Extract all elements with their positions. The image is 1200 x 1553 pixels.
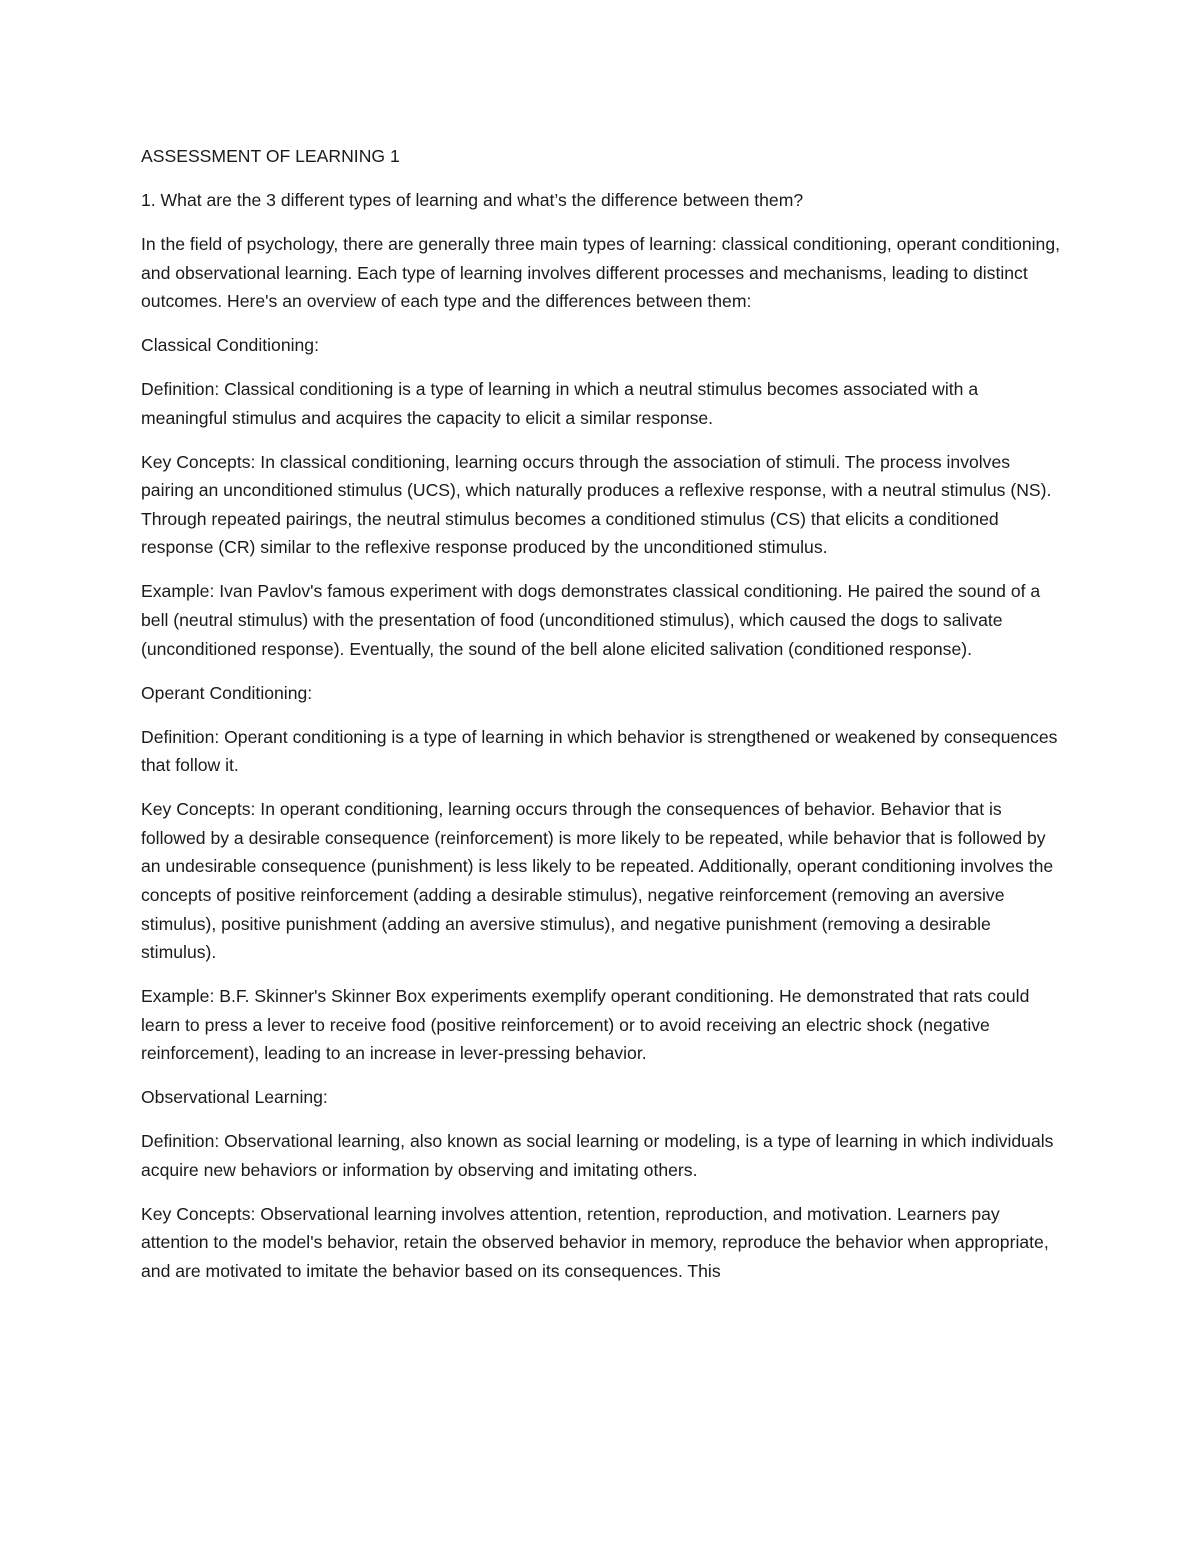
classical-definition: Definition: Classical conditioning is a type of learning in which a neutral stimulus becomes associated with a meaningful stimulus and acquires the capacity to elicit a similar response. <box>141 379 979 428</box>
document-title: ASSESSMENT OF LEARNING 1 <box>141 146 400 166</box>
section-heading-classical: Classical Conditioning: <box>141 335 319 356</box>
observational-definition: Definition: Observational learning, also known as social learning or modeling, is a type of learning in which individuals acquire new behaviors or information by observing and imitating others. <box>141 1131 1054 1180</box>
section-heading-operant: Operant Conditioning: <box>141 682 313 703</box>
intro-paragraph: In the field of psychology, there are generally three main types of learning: classical conditioning, operant conditioning, and observational learning. Each type of learning involves different processes and mechanisms, leading to distinct outcomes. Here's an overview of each type and the differences between them: <box>141 233 1061 312</box>
question-text: 1. What are the 3 different types of learning and what’s the difference between them? <box>141 189 804 210</box>
section-heading-observational: Observational Learning: <box>141 1087 328 1108</box>
operant-key-concepts: Key Concepts: In operant conditioning, learning occurs through the consequences of behavior. Behavior that is followed by a desirable consequence (reinforcement) is more likely to be repeated, while behavior that is followed by an undesirable consequence (punishment) is less likely to be repeated. Additionally, operant conditioning involves the concepts of positive reinforcement (adding a desirable stimulus), negative reinforcement (removing an aversive stimulus), positive punishment (adding an aversive stimulus), and negative punishment (removing a desirable stimulus). <box>141 799 1054 963</box>
operant-example: Example: B.F. Skinner's Skinner Box experiments exemplify operant conditioning. He demonstrated that rats could learn to press a lever to receive food (positive reinforcement) or to avoid receiving an electric shock (negative reinforcement), leading to an increase in lever-pressing behavior. <box>141 986 1030 1064</box>
classical-key-concepts: Key Concepts: In classical conditioning, learning occurs through the association of stimuli. The process involves pairing an unconditioned stimulus (UCS), which naturally produces a reflexive response, with a neutral stimulus (NS). Through repeated pairings, the neutral stimulus becomes a conditioned stimulus (CS) that elicits a conditioned response (CR) similar to the reflexive response produced by the unconditioned stimulus. <box>141 451 1052 558</box>
observational-key-concepts: Key Concepts: Observational learning involves attention, retention, reproduction, and motivation. Learners pay attention to the model's behavior, retain the observed behavior in memory, reproduce the behavior when appropriate, and are motivated to imitate the behavior based on its consequences. This <box>141 1203 1049 1282</box>
classical-example: Example: Ivan Pavlov's famous experiment with dogs demonstrates classical conditioning. He paired the sound of a bell (neutral stimulus) with the presentation of food (unconditioned stimulus), which caused the dogs to salivate (unconditioned response). Eventually, the sound of the bell alone elicited salivation (conditioned response). <box>141 581 1041 659</box>
operant-definition: Definition: Operant conditioning is a type of learning in which behavior is strengthened or weakened by consequences that follow it. <box>141 726 1058 776</box>
document-body <box>141 142 1063 1301</box>
